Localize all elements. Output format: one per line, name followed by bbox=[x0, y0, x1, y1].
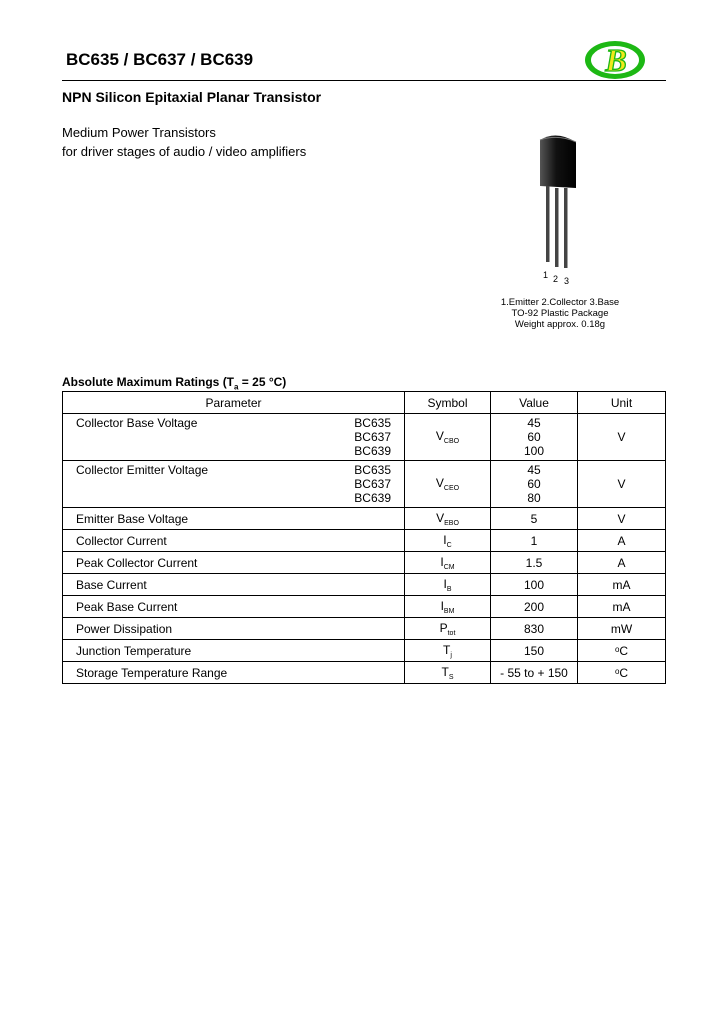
description-line: for driver stages of audio / video amplifiers bbox=[62, 144, 307, 159]
table-row bbox=[63, 618, 666, 640]
symbol-cell: $I_{CM}$ bbox=[405, 552, 491, 574]
ratings-table-title: Absolute Maximum Ratings ($T_a = 25$ °C) bbox=[62, 375, 287, 392]
table-header-row bbox=[63, 392, 666, 414]
symbol-cell: $P_{tot}$ bbox=[405, 618, 491, 640]
parameter-cell: Power Dissipation bbox=[63, 618, 405, 640]
unit-cell: mA bbox=[578, 596, 666, 618]
parameter-cell: Collector Current bbox=[63, 530, 405, 552]
unit-cell: V bbox=[578, 508, 666, 530]
column-header-unit: Unit bbox=[578, 392, 666, 414]
table-row bbox=[63, 461, 666, 508]
unit-cell: mA bbox=[578, 574, 666, 596]
value-cell: 830 bbox=[491, 618, 578, 640]
pin-label-3: 3 bbox=[564, 276, 570, 286]
table-row bbox=[63, 596, 666, 618]
value-cell: 200 bbox=[491, 596, 578, 618]
column-header-parameter: Parameter bbox=[63, 392, 405, 414]
pin-label-1: 1 bbox=[543, 270, 549, 280]
parameter-cell: Emitter Base Voltage bbox=[63, 508, 405, 530]
weight-caption: Weight approx. 0.18g bbox=[514, 319, 606, 330]
description-line: Medium Power Transistors bbox=[62, 125, 216, 140]
symbol-cell: $V_{EBO}$ bbox=[405, 508, 491, 530]
unit-cell: $^o$C bbox=[578, 662, 666, 684]
brand-logo bbox=[583, 38, 647, 82]
value-cell: 150 bbox=[491, 640, 578, 662]
unit-cell: V bbox=[578, 414, 666, 461]
parameter-cell: Base Current bbox=[63, 574, 405, 596]
symbol-cell: $T_j$ bbox=[405, 640, 491, 662]
unit-cell: $^o$C bbox=[578, 640, 666, 662]
value-cell: 1.5 bbox=[491, 552, 578, 574]
logo-letter: B bbox=[605, 42, 627, 78]
table-row bbox=[63, 508, 666, 530]
symbol-cell: $I_C$ bbox=[405, 530, 491, 552]
value-cell: 1 bbox=[491, 530, 578, 552]
datasheet-title: BC635 / BC637 / BC639 bbox=[66, 50, 254, 69]
parameter-cell: Storage Temperature Range bbox=[63, 662, 405, 684]
unit-cell: A bbox=[578, 530, 666, 552]
parameter-cell: Collector Emitter Voltage BC635 BC637 BC639 bbox=[63, 461, 405, 508]
column-header-symbol: Symbol bbox=[405, 392, 491, 414]
pinout-caption: 1.Emitter 2.Collector 3.Base bbox=[500, 297, 620, 308]
symbol-cell: $I_B$ bbox=[405, 574, 491, 596]
value-cell: 100 bbox=[491, 574, 578, 596]
header-divider bbox=[62, 80, 666, 81]
parameter-cell: Peak Base Current bbox=[63, 596, 405, 618]
value-cell: 5 bbox=[491, 508, 578, 530]
symbol-cell: $V_{CBO}$ bbox=[405, 414, 491, 461]
package-type-caption: TO-92 Plastic Package bbox=[511, 308, 609, 319]
parameter-cell: Junction Temperature bbox=[63, 640, 405, 662]
unit-cell: A bbox=[578, 552, 666, 574]
symbol-cell: $V_{CEO}$ bbox=[405, 461, 491, 508]
value-cell: 45 60 100 bbox=[491, 414, 578, 461]
parameter-cell: Collector Base Voltage BC635 BC637 BC639 bbox=[63, 414, 405, 461]
value-cell: 45 60 80 bbox=[491, 461, 578, 508]
absolute-maximum-ratings-table bbox=[62, 391, 666, 684]
to92-package-illustration bbox=[528, 132, 588, 292]
value-cell: - 55 to + 150 bbox=[491, 662, 578, 684]
pin-label-2: 2 bbox=[553, 274, 559, 284]
table-row bbox=[63, 640, 666, 662]
table-row bbox=[63, 530, 666, 552]
table-row bbox=[63, 552, 666, 574]
product-subtitle: NPN Silicon Epitaxial Planar Transistor bbox=[62, 89, 322, 105]
parameter-cell: Peak Collector Current bbox=[63, 552, 405, 574]
table-row bbox=[63, 414, 666, 461]
unit-cell: mW bbox=[578, 618, 666, 640]
table-row bbox=[63, 662, 666, 684]
table-row bbox=[63, 574, 666, 596]
symbol-cell: $T_S$ bbox=[405, 662, 491, 684]
column-header-value: Value bbox=[491, 392, 578, 414]
symbol-cell: $I_{BM}$ bbox=[405, 596, 491, 618]
unit-cell: V bbox=[578, 461, 666, 508]
